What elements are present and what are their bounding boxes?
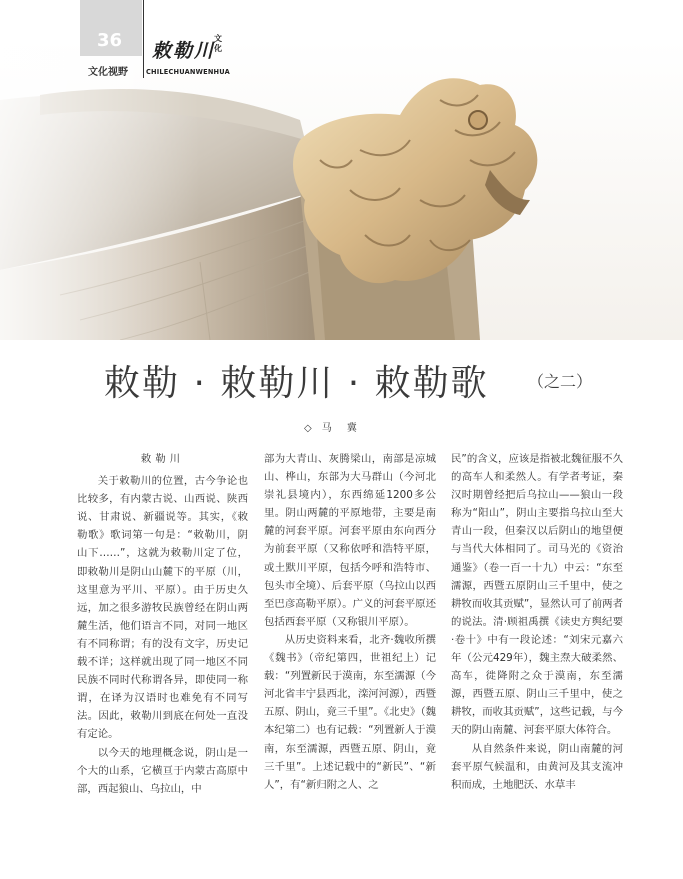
article-subtitle: （之二） xyxy=(528,372,593,391)
dragon-head-stone-carving-photo xyxy=(0,40,683,340)
paragraph: 部为大青山、灰腾梁山，南部是凉城山、桦山，东部为大马群山（今河北崇礼县境内），东西绵延1200多公里。阴山两麓的平原地带，主要是南麓的河套平原。河套平原由东向西分为前套平原（又称依呼和浩特平原，或土默川平原，包括今呼和浩特市、包头市全境）、后套平原（乌拉山以西至巴彦高勒平原）。广义的河套平原还包括西套平原（又称银川平原）。 xyxy=(264,453,436,628)
magazine-logo xyxy=(143,0,240,78)
paragraph: 从历史资料来看，北齐·魏收所撰《魏书》（帝纪第四，世祖纪上）记载：“列置新民于漠南，东至濡源（今河北省丰宁县西北，滦河河源），西暨五原、阴山，竟三千里”。《北史》（魏本纪第二）也有记载：“列置新人于漠南，东至濡源，西暨五原、阴山，竟三千里”。上述记载中的“新民”、“新人”，有“新归附之人、之 xyxy=(264,633,436,791)
page-number: 36 xyxy=(97,30,123,51)
section-heading: 敕勒川 xyxy=(140,453,185,465)
paragraph: 以今天的地理概念说，阴山是一个大的山系，它横亘于内蒙古高原中部，西起狼山、乌拉山，中 xyxy=(77,746,248,795)
paragraph: 从自然条件来说，阴山南麓的河套平原气候温和，由黄河及其支流冲积而成，土地肥沃、水草丰 xyxy=(451,742,623,791)
text-column-2 xyxy=(264,450,436,794)
text-column-1 xyxy=(77,450,248,798)
article-title: 敕勒 · 敕勒川 · 敕勒歌 xyxy=(104,363,489,404)
text-column-3 xyxy=(451,450,623,794)
paragraph: 关于敕勒川的位置，古今争论也比较多，有内蒙古说、山西说、陕西说、甘肃说、新疆说等。其实，《敕勒歌》歌词第一句是：“敕勒川，阴山下……”，这就为敕勒川定了位，即敕勒川是阴山山麓下的平原（川，这里意为平川、平原）。由于历史久远，加之很多游牧民族曾经在阴山两麓生活，他们语言不同，对同一地区有不同称谓；有的没有文字，历史记载不详；这样就出现了同一地区不同民族不同时代称谓各异，即使同一称谓，在译为汉语时也难免有不同写法。因此，敕勒川到底在何处一直没有定论。 xyxy=(77,475,248,741)
logo-chinese-text: 敕勒川 xyxy=(152,40,216,62)
paragraph: 民”的含义，应该是指被北魏征服不久的高车人和柔然人。有学者考证，秦汉时期曾经把后乌拉山——狼山一段称为“阳山”，阴山主要指乌拉山至大青山一段，但秦汉以后阴山的地望便与当代大体相同了。司马光的《资治通鉴》（卷一百一十九）中云：“东至濡源，西暨五原阴山三千里中，使之耕牧而收其贡赋”，显然认可了前两者的说法。清·顾祖禹撰《读史方舆纪要·卷十》中有一段论述：“刘宋元嘉六年（公元429年），魏主焘大破柔然、高车，徙降附之众于漠南，东至濡源，西暨五原、阴山三千里中，使之耕牧，而收其贡赋”，这些记载，与今天的阴山南麓、河套平原大体符合。 xyxy=(451,453,623,737)
author-name: 马 冀 xyxy=(321,423,363,434)
logo-english-text: CHILECHUANWENHUA xyxy=(146,68,230,76)
logo-small-text: 文化 xyxy=(214,34,222,53)
diamond-icon: ◇ xyxy=(304,423,312,434)
author-line xyxy=(304,419,363,434)
section-label: 文化视野 xyxy=(88,67,128,78)
